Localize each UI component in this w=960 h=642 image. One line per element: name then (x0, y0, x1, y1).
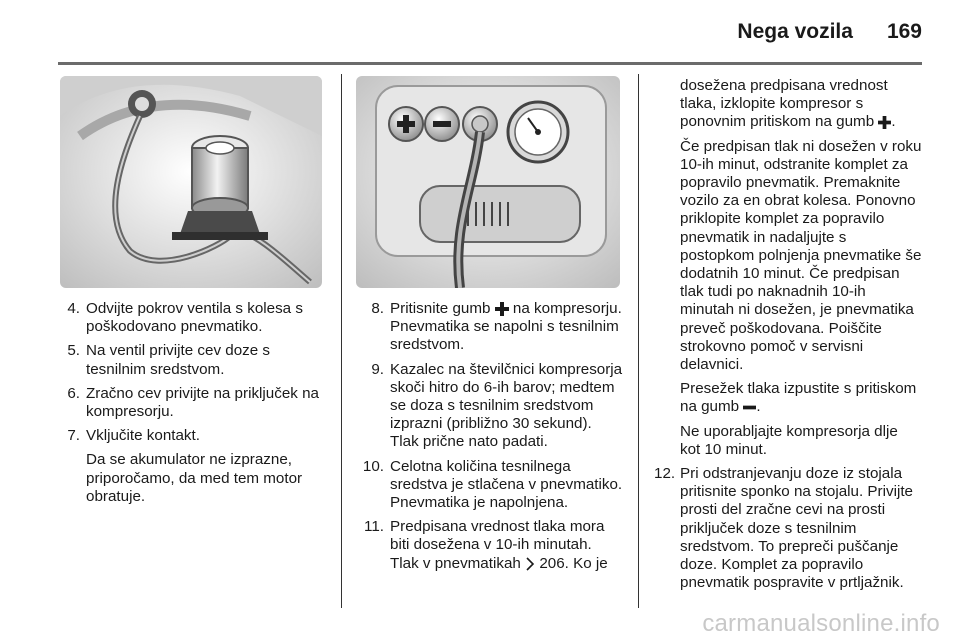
column-3 (654, 77, 922, 598)
list-item (356, 518, 624, 573)
list-item (60, 427, 322, 506)
paragraph: Ne uporabljajte kompresorja dlje kot 10 minut. (680, 422, 898, 458)
compressor-illustration (356, 76, 620, 288)
list-item (356, 458, 624, 513)
step-text: Odvijte pokrov ventila s kolesa s poškodovano pnevmatiko. (86, 300, 303, 336)
step-text: Pri odstranjevanju doze iz stojala pritisnite sponko na stojalu. Privijte prosti del zračne cevi na prosti priključek doze s tesnilnim sredstvom. To prepreči puščanje doze. Komplet za popravilo pnevmatik pospravite v prtljažnik. (680, 465, 913, 592)
step-number: 4. (67, 300, 80, 317)
list-item (654, 465, 922, 592)
step-number: 6. (67, 384, 80, 402)
minus-icon (743, 401, 756, 414)
step-text: Predpisana vrednost tlaka mora biti dosežena v 10-ih minutah. Tlak v pnevmatikah (390, 518, 605, 572)
step-text: Na ventil privijte cev doze s tesnilnim sredstvom. (86, 342, 271, 378)
paragraph: dosežena predpisana vrednost tlaka, izklopite kompresor s ponovnim pritiskom na gumb . (680, 77, 896, 131)
list-item (60, 342, 322, 378)
step-text: Pritisnite gumb (390, 300, 491, 317)
header-rule (58, 62, 922, 65)
step-text: Vključite kontakt. (86, 427, 200, 445)
step-note: Da se akumulator ne izprazne, priporočamo, da med tem motor obratuje. (86, 451, 303, 505)
paragraph: Če predpisan tlak ni dosežen v roku 10-ih minut, odstranite komplet za popravilo pnevmatik. Premaknite vozilo za en obrat kolesa. Ponovno priklopite komplet za popravilo pnevmatik in nadaljujte s postopkom polnjenja pnevmatike še dodatnih 10 minut. Če predpisan tlak tudi po naknadnih 10-ih minutah ni dosežen, je pnevmatika preveč poškodovana. Poiščite strokovno pomoč v servisni delavnici. (680, 137, 922, 374)
list-item (356, 361, 624, 452)
reference-arrow-icon (525, 557, 535, 571)
column-divider-1 (341, 74, 342, 608)
step-number: 10. (362, 457, 384, 475)
step-number: 9. (371, 360, 384, 378)
list-item (60, 385, 322, 421)
step-text: Celotna količina tesnilnega sredstva je stlačena v pnevmatiko. Pnevmatika je napolnjena. (390, 457, 623, 512)
column-1 (60, 300, 322, 512)
step-text: Zračno cev privijte na priključek na kompresorju. (86, 384, 319, 421)
step-text-cont: na kompresorju. Pnevmatika se napolni s tesnilnim sredstvom. (390, 300, 622, 354)
page-number: 169 (886, 20, 922, 43)
section-title: Nega vozila (737, 20, 853, 43)
page-header (737, 16, 922, 48)
page-reference: 206. Ko je (539, 554, 608, 572)
plus-icon (495, 302, 509, 316)
list-item (356, 300, 624, 355)
step-number: 7. (67, 427, 80, 445)
column-divider-2 (638, 74, 639, 608)
step-number: 8. (371, 300, 384, 317)
watermark: carmanualsonline.info (702, 610, 940, 637)
list-item (60, 300, 322, 336)
step-text: Kazalec na številčnici kompresorja skoči hitro do 6-ih barov; medtem se doza s tesnilnim sredstvom izprazni (približno 30 sekund). Tlak prične nato padati. (390, 360, 623, 451)
plus-icon (878, 116, 891, 129)
step-number: 5. (67, 342, 80, 360)
sealant-canister-illustration (60, 76, 322, 288)
step-number: 12. (654, 465, 676, 483)
step-number: 11. (364, 518, 384, 536)
paragraph: Presežek tlaka izpustite s pritiskom na gumb . (680, 380, 917, 416)
column-2 (356, 300, 624, 579)
